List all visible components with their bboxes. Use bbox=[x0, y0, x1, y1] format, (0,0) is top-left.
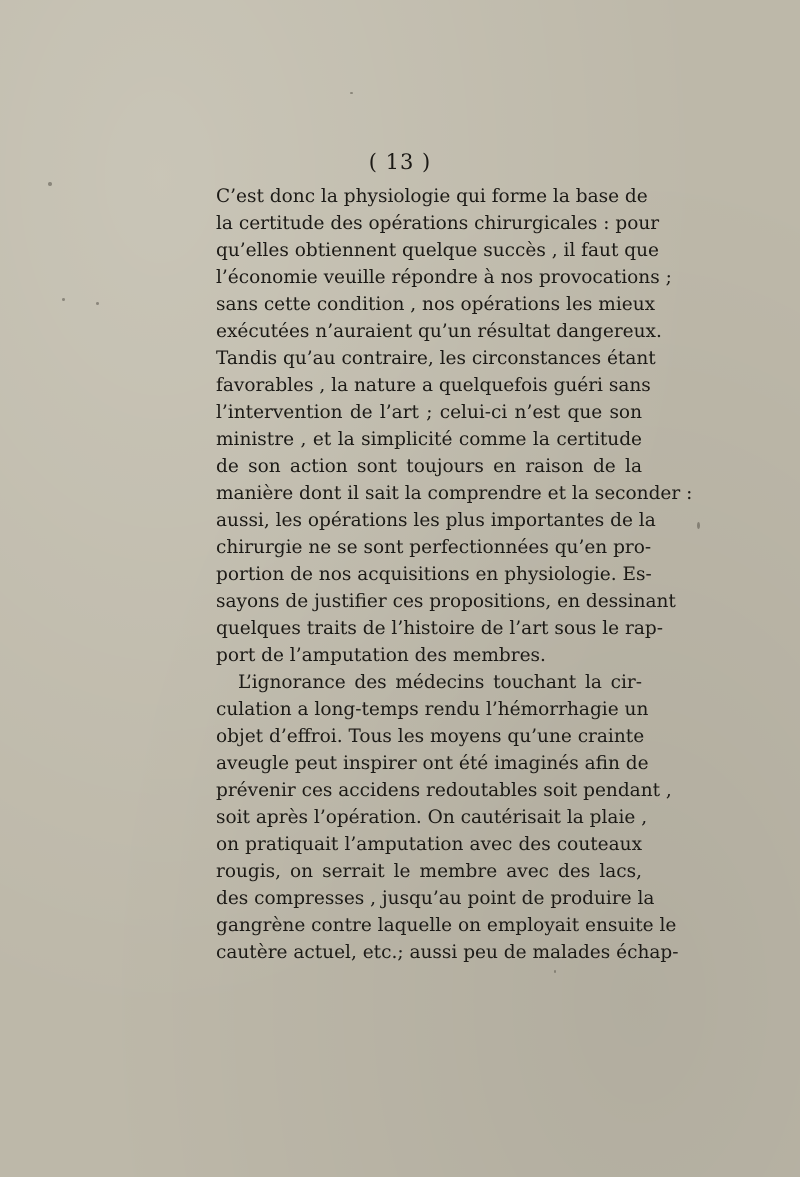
text-line: des compresses , jusqu’au point de produire la bbox=[216, 888, 655, 909]
text-line: soit après l’opération. On cautérisait la plaie , bbox=[216, 807, 648, 828]
text-line: culation a long-temps rendu l’hémorrhagie un bbox=[216, 699, 649, 720]
body-text bbox=[216, 183, 693, 966]
text-line: portion de nos acquisitions en physiologie. Es- bbox=[216, 564, 652, 585]
text-line: gangrène contre laquelle on employait ensuite le bbox=[216, 915, 677, 936]
text-line: port de l’amputation des membres. bbox=[216, 645, 546, 666]
text-line: chirurgie ne se sont perfectionnées qu’en pro- bbox=[216, 537, 652, 558]
text-line: favorables , la nature a quelquefois guéri sans bbox=[216, 375, 651, 396]
paper-speck bbox=[62, 298, 65, 301]
text-line: cautère actuel, etc.; aussi peu de malades échap- bbox=[216, 942, 679, 963]
text-line: rougis, on serrait le membre avec des lacs, bbox=[216, 861, 642, 882]
text-line: quelques traits de l’histoire de l’art sous le rap- bbox=[216, 618, 663, 639]
text-line: L’ignorance des médecins touchant la cir- bbox=[238, 672, 642, 693]
text-line: manière dont il sait la comprendre et la seconder : bbox=[216, 483, 693, 504]
paper-speck bbox=[350, 92, 353, 94]
paper-speck bbox=[554, 970, 556, 973]
text-line: C’est donc la physiologie qui forme la base de bbox=[216, 186, 648, 207]
text-line: l’intervention de l’art ; celui-ci n’est que son bbox=[216, 402, 642, 423]
text-line: on pratiquait l’amputation avec des couteaux bbox=[216, 834, 642, 855]
text-line: exécutées n’auraient qu’un résultat dangereux. bbox=[216, 321, 662, 342]
paper-speck bbox=[697, 522, 700, 529]
text-line: aussi, les opérations les plus importantes de la bbox=[216, 510, 656, 531]
text-line: sans cette condition , nos opérations les mieux bbox=[216, 294, 656, 315]
text-line: la certitude des opérations chirurgicales : pour bbox=[216, 213, 660, 234]
page-number: ( 13 ) bbox=[368, 150, 432, 174]
paper-speck bbox=[96, 302, 99, 305]
text-line: objet d’effroi. Tous les moyens qu’une crainte bbox=[216, 726, 645, 747]
text-line: Tandis qu’au contraire, les circonstances étant bbox=[216, 348, 656, 369]
text-line: prévenir ces accidens redoutables soit pendant , bbox=[216, 780, 672, 801]
text-line: aveugle peut inspirer ont été imaginés afin de bbox=[216, 753, 649, 774]
text-line: de son action sont toujours en raison de la bbox=[216, 456, 642, 477]
text-line: qu’elles obtiennent quelque succès , il faut que bbox=[216, 240, 659, 261]
text-line: sayons de justifier ces propositions, en dessinant bbox=[216, 591, 676, 612]
paper-speck bbox=[48, 182, 52, 186]
text-line: l’économie veuille répondre à nos provocations ; bbox=[216, 267, 672, 288]
text-line: ministre , et la simplicité comme la certitude bbox=[216, 429, 642, 450]
